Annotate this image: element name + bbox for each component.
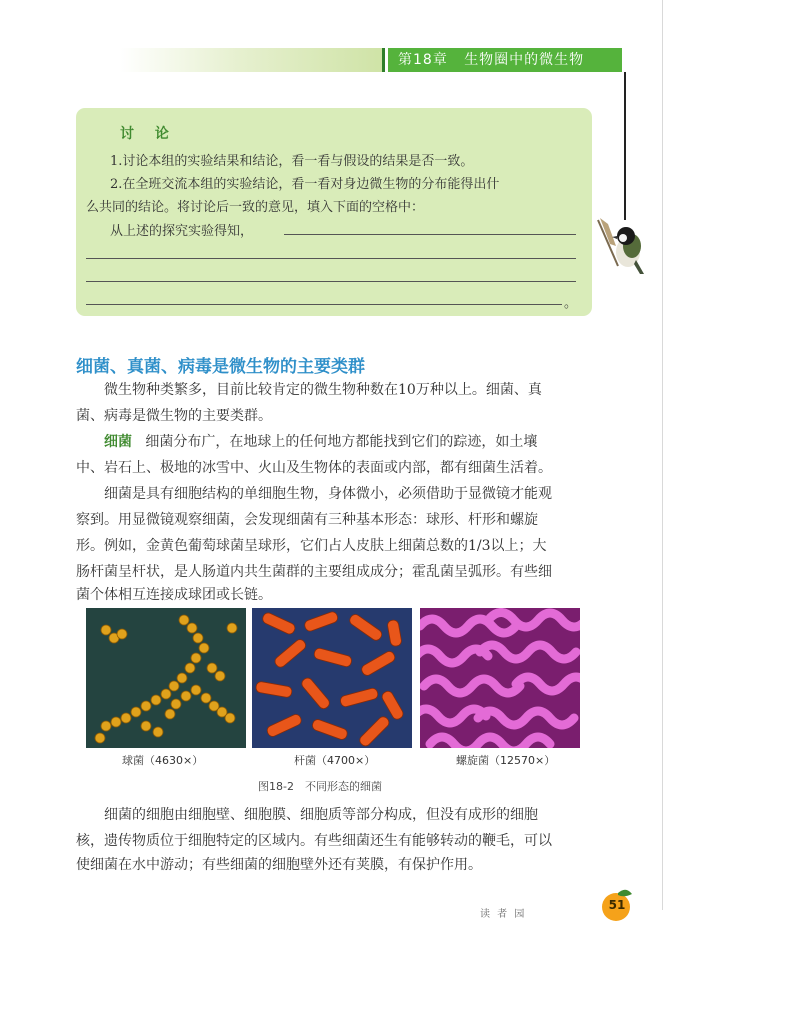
spirilla-image [420,608,580,748]
bacilli-image [252,608,412,748]
chapter-header [388,48,622,72]
para2-line1 [104,429,537,455]
para3-line4: 肠杆菌呈杆状，是人肠道内共生菌群的主要组成成分；霍乱菌呈弧形。有些细 [76,564,552,580]
para1-line1: 微生物种类繁多，目前比较肯定的微生物种数在10万种以上。细菌、真 [104,382,542,398]
para3-line3: 形。例如，金黄色葡萄球菌呈球形，它们占人皮肤上细菌总数的1/3以上；大 [76,538,547,554]
section-heading: 细菌、真菌、病毒是微生物的主要类群 [76,357,365,377]
discussion-item-1: 1.讨论本组的实验结果和结论，看一看与假设的结果是否一致。 [110,154,474,169]
figure-caption: 图18-2 不同形态的细菌 [258,780,382,793]
term-bacteria: 细菌 [104,434,132,450]
page-number: 51 [608,898,626,912]
header-accent-bar [382,48,385,72]
discussion-item-2-line2: 么共同的结论。将讨论后一致的意见，填入下面的空格中： [86,200,425,215]
para2-line1-text: 细菌分布广，在地球上的任何地方都能找到它们的踪迹，如土壤 [145,434,538,450]
para3-line5: 菌个体相互连接成球团或长链。 [76,587,272,603]
fill-in-line-1[interactable] [284,234,576,235]
para4-line2: 核，遗传物质位于细胞特定的区域内。有些细菌还生有能够转动的鞭毛，可以 [76,833,552,849]
decorative-vertical-line [624,72,626,220]
fill-in-line-3[interactable] [86,281,576,282]
page-edge-line [662,0,663,910]
fill-prompt: 从上述的探究实验得知， [110,224,254,239]
chapter-title: 生物圈中的微生物 [464,52,585,68]
discussion-title: 讨 论 [120,126,177,142]
bird-icon [596,216,648,276]
bacilli-caption: 杆菌（4700×） [294,754,376,767]
spirilla-caption: 螺旋菌（12570×） [456,754,556,767]
header-gradient [120,48,385,72]
para1-line2: 菌、病毒是微生物的主要类群。 [76,408,272,424]
footer-text: 读 者 园 [480,909,527,920]
chapter-number: 第18章 [398,52,448,68]
fill-in-line-4[interactable] [86,304,562,305]
para4-line3: 使细菌在水中游动；有些细菌的细胞壁外还有荚膜，有保护作用。 [76,857,482,873]
para2-line2: 中、岩石上、极地的冰雪中、火山及生物体的表面或内部，都有细菌生活着。 [76,460,552,476]
cocci-caption: 球菌（4630×） [122,754,204,767]
fill-in-line-2[interactable] [86,258,576,259]
cocci-image [86,608,246,748]
discussion-item-2-line1: 2.在全班交流本组的实验结论，看一看对身边微生物的分布能得出什 [110,177,500,192]
fill-end-mark: 。 [564,296,578,311]
para4-line1: 细菌的细胞由细胞壁、细胞膜、细胞质等部分构成，但没有成形的细胞 [104,807,538,823]
para3-line1: 细菌是具有细胞结构的单细胞生物，身体微小，必须借助于显微镜才能观 [104,486,552,502]
para3-line2: 察到。用显微镜观察细菌，会发现细菌有三种基本形态：球形、杆形和螺旋 [76,512,538,528]
